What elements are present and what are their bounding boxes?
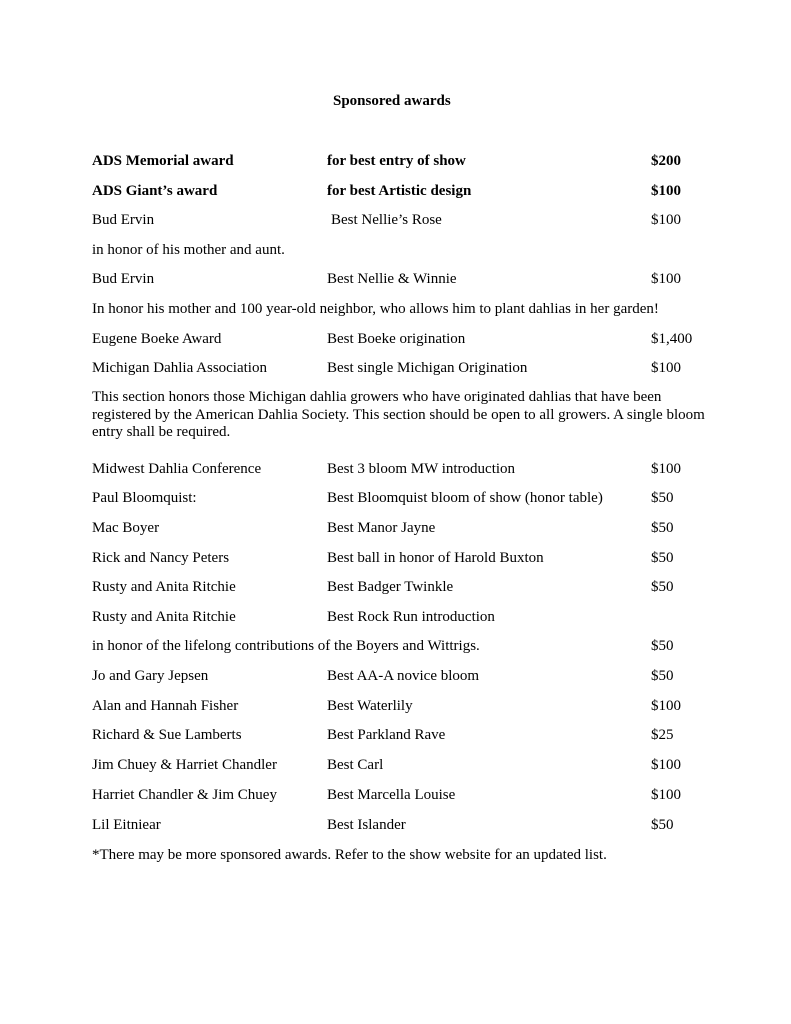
award-row [0, 181, 791, 201]
award-amount: $200 [651, 153, 681, 169]
award-description: Best AA-A novice bloom [327, 668, 480, 684]
award-row [0, 785, 791, 805]
award-sponsor: Alan and Hannah Fisher [92, 698, 239, 714]
award-sponsor: Paul Bloomquist: [92, 490, 197, 506]
award-description: Best Waterlily [327, 698, 413, 714]
award-description: Best single Michigan Origination [327, 360, 528, 376]
award-row [0, 151, 791, 171]
award-note: in honor of the lifelong contributions of the Boyers and Wittrigs. [92, 638, 480, 654]
award-row [0, 666, 791, 686]
award-description: Best Nellie’s Rose [331, 212, 442, 228]
award-sponsor: Jim Chuey & Harriet Chandler [92, 757, 277, 773]
award-sponsor: Richard & Sue Lamberts [92, 727, 242, 743]
award-amount: $100 [651, 757, 681, 773]
award-row [0, 269, 791, 289]
award-row [0, 459, 791, 479]
award-sponsor: Lil Eitniear [92, 817, 161, 833]
award-amount: $100 [651, 271, 681, 287]
award-amount: $50 [651, 817, 674, 833]
award-amount: $50 [651, 579, 674, 595]
award-sponsor: Rusty and Anita Ritchie [92, 579, 236, 595]
award-description: Best Nellie & Winnie [327, 271, 457, 287]
award-sponsor: Rick and Nancy Peters [92, 550, 230, 566]
award-row [0, 329, 791, 349]
award-row [0, 358, 791, 378]
footer-note: *There may be more sponsored awards. Refer to the show website for an updated list. [92, 847, 607, 863]
award-sponsor: ADS Memorial award [92, 153, 234, 169]
award-note: in honor of his mother and aunt. [92, 242, 285, 258]
award-row [0, 577, 791, 597]
award-amount: $50 [651, 638, 674, 654]
award-description: Best Parkland Rave [327, 727, 446, 743]
award-row [0, 607, 791, 627]
award-amount: $100 [651, 183, 681, 199]
award-description: for best Artistic design [327, 183, 472, 199]
award-amount: $100 [651, 698, 681, 714]
award-sponsor: Rusty and Anita Ritchie [92, 609, 236, 625]
award-amount: $50 [651, 668, 674, 684]
award-row [0, 725, 791, 745]
award-sponsor: Jo and Gary Jepsen [92, 668, 209, 684]
page-title: Sponsored awards [333, 93, 451, 109]
award-amount: $100 [651, 787, 681, 803]
award-description: Best 3 bloom MW introduction [327, 461, 516, 477]
award-sponsor: Eugene Boeke Award [92, 331, 222, 347]
award-row [0, 488, 791, 508]
award-description: Best Bloomquist bloom of show (honor table) [327, 490, 603, 506]
award-description: Best Rock Run introduction [327, 609, 495, 625]
award-sponsor: Bud Ervin [92, 271, 155, 287]
award-amount: $100 [651, 360, 681, 376]
award-description: Best Manor Jayne [327, 520, 436, 536]
award-sponsor: Midwest Dahlia Conference [92, 461, 262, 477]
award-description: for best entry of show [327, 153, 466, 169]
award-row [0, 210, 791, 230]
award-amount: $50 [651, 520, 674, 536]
award-amount: $25 [651, 727, 674, 743]
award-row [0, 696, 791, 716]
award-sponsor: Michigan Dahlia Association [92, 360, 267, 376]
award-description: Best Marcella Louise [327, 787, 456, 803]
award-row [0, 815, 791, 835]
award-description: Best Badger Twinkle [327, 579, 454, 595]
award-note-row [0, 636, 791, 656]
award-description: Best Carl [327, 757, 384, 773]
award-row [0, 548, 791, 568]
award-amount: $100 [651, 212, 681, 228]
award-description: Best Boeke origination [327, 331, 466, 347]
award-row [0, 518, 791, 538]
award-row [0, 755, 791, 775]
award-amount: $50 [651, 550, 674, 566]
section-description: This section honors those Michigan dahlia growers who have originated dahlias that have been registered by the American Dahlia Society. This section should be open to all growers. A single bloom entry shall be required. [92, 389, 705, 440]
award-sponsor: Bud Ervin [92, 212, 155, 228]
award-amount: $100 [651, 461, 681, 477]
award-sponsor: Harriet Chandler & Jim Chuey [92, 787, 277, 803]
award-description: Best ball in honor of Harold Buxton [327, 550, 544, 566]
award-description: Best Islander [327, 817, 406, 833]
award-amount: $50 [651, 490, 674, 506]
award-sponsor: Mac Boyer [92, 520, 160, 536]
award-sponsor: ADS Giant’s award [92, 183, 218, 199]
award-amount: $1,400 [651, 331, 693, 347]
award-note: In honor his mother and 100 year-old neighbor, who allows him to plant dahlias in her garden! [92, 301, 659, 317]
